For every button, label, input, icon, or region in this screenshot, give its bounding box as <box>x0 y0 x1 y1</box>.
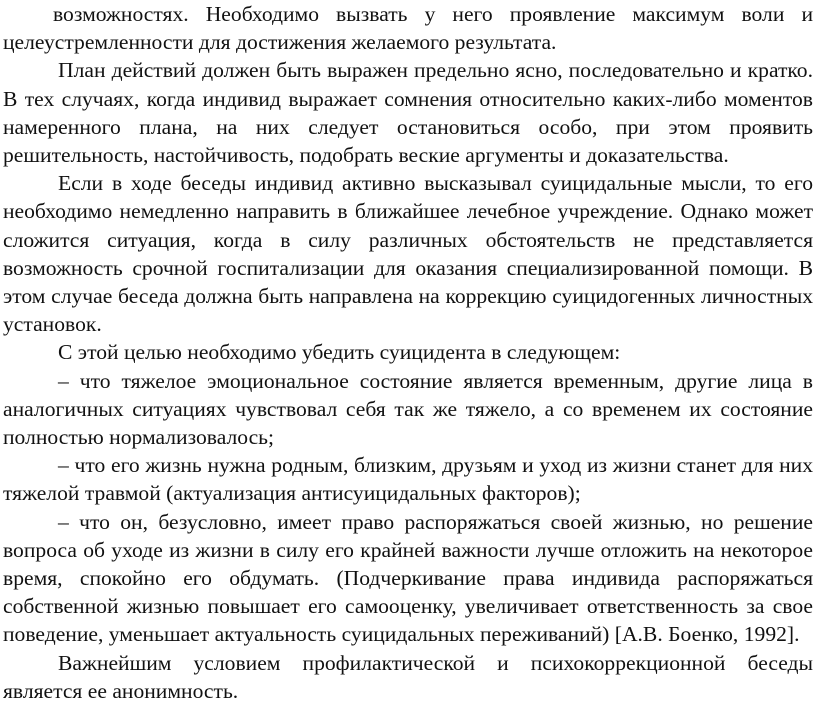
paragraph-convince-intro: С этой целью необходимо убедить суицидента в следующем: <box>58 340 621 365</box>
document-page <box>3 0 813 705</box>
list-item-right-to-decide: – что он, безусловно, имеет право распоряжаться своей жизнью, но решение вопроса об уходе из жизни в силу его крайней важности лучше отложить на некоторое время, спокойно его обдумать. (Подчеркивание права индивида распоряжаться собственной жизнью повышает его самооценку, увеличивает ответственность за свое поведение, уменьшает актуальность суицидальных переживаний) [А.В. Боенко, 1992]. <box>3 509 813 647</box>
paragraph-continuation: возможностях. Необходимо вызвать у него проявление максимум воли и целеустремленности для достижения желаемого результата. <box>3 2 813 55</box>
list-item-life-needed: – что его жизнь нужна родным, близким, друзьям и уход из жизни станет для них тяжелой травмой (актуализация антисуицидальных факторов); <box>3 453 813 506</box>
paragraph-anonymity: Важнейшим условием профилактической и психокоррекционной беседы является ее анонимность. <box>3 650 813 703</box>
list-item-temporary-state: – что тяжелое эмоциональное состояние является временным, другие лица в аналогичных ситуациях чувствовал себя так же тяжело, а со временем их состояние полностью нормализовалось; <box>3 368 813 450</box>
paragraph-action-plan: План действий должен быть выражен предельно ясно, последовательно и кратко. В тех случаях, когда индивид выражает сомнения относительно каких-либо моментов намеренного плана, на них следует остановиться особо, при этом проявить решительность, настойчивость, подобрать веские аргументы и доказательства. <box>3 58 813 168</box>
paragraph-hospitalization: Если в ходе беседы индивид активно высказывал суицидальные мысли, то его необходимо немедленно направить в ближайшее лечебное учреждение. Однако может сложится ситуация, когда в силу различных обстоятельств не представляется возможность срочной госпитализации для оказания специализированной помощи. В этом случае беседа должна быть направлена на коррекцию суицидогенных личностных установок. <box>3 171 813 337</box>
